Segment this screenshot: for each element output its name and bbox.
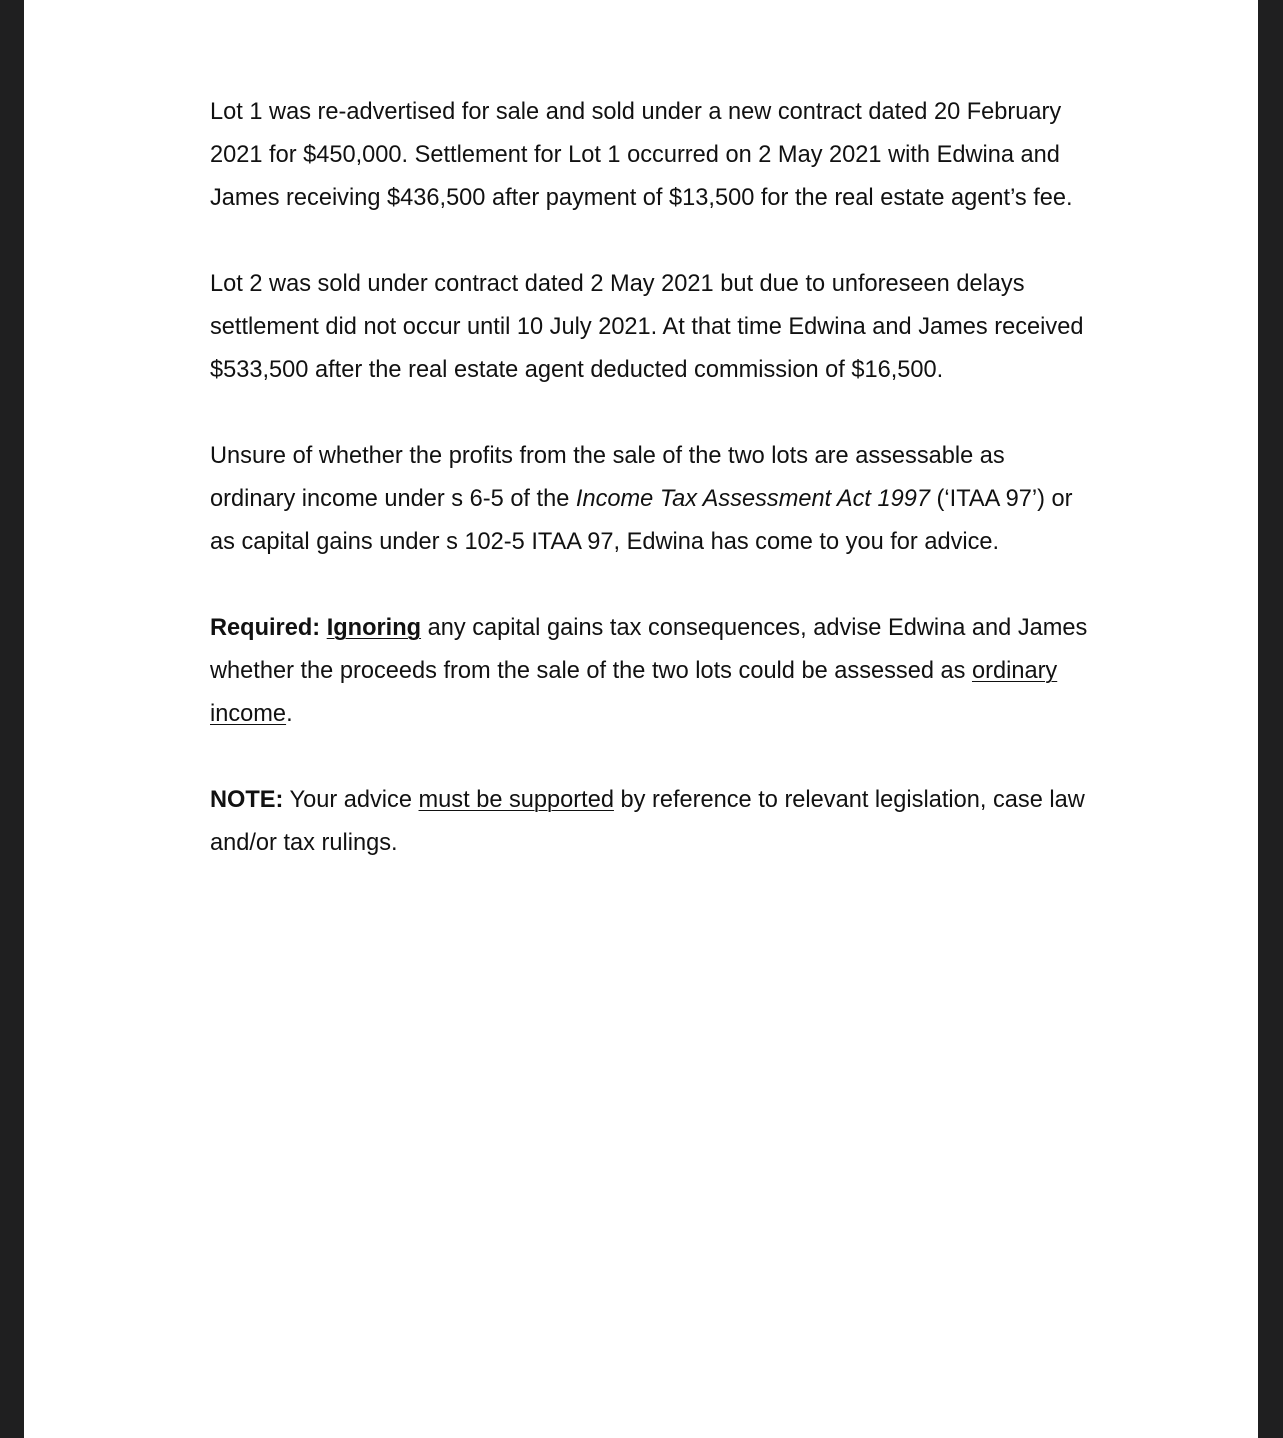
paragraph-text: Unsure of whether the profits from the sale of the two lots are assessable as ordinary income under s 6-5 of the — [210, 443, 1005, 512]
document-page — [24, 0, 1258, 1438]
paragraph-text: Your advice — [283, 787, 419, 813]
paragraph-required — [210, 607, 1090, 736]
paragraph-advice-request — [210, 435, 1090, 564]
must-be-supported-underlined: must be supported — [418, 787, 614, 813]
paragraph-text: Lot 2 was sold under contract dated 2 May 2021 but due to unforeseen delays settlement did not occur until 10 July 2021. At that time Edwina and James received $533,500 after the real estate agent deducted commission of $16,500. — [210, 271, 1084, 383]
paragraph-lot2-sale — [210, 263, 1090, 392]
paragraph-lot1-sale — [210, 91, 1090, 220]
paragraph-text: any capital gains tax consequences, advise Edwina and James whether the proceeds from the sale of the two lots could be assessed as — [210, 615, 1088, 684]
paragraph-text: (‘ITAA 97’) or as capital gains under s 102-5 ITAA 97, Edwina has come to you for advice. — [210, 486, 1073, 555]
paragraph-note — [210, 779, 1090, 865]
page-content — [210, 91, 1090, 865]
required-label: Required: — [210, 615, 321, 641]
note-label: NOTE: — [210, 787, 284, 813]
ordinary-income-underlined: ordinary income — [210, 658, 1058, 727]
act-title: Income Tax Assessment Act 1997 — [575, 486, 930, 512]
ignoring-emphasis: Ignoring — [326, 615, 422, 641]
viewer-right-gutter — [1258, 0, 1283, 1438]
paragraph-text: . — [286, 701, 293, 727]
paragraph-text: Lot 1 was re-advertised for sale and sold under a new contract dated 20 February 2021 for $450,000. Settlement for Lot 1 occurred on 2 May 2021 with Edwina and James receiving $436,500 after payment of $13,500 for the real estate agent’s fee. — [210, 99, 1073, 211]
paragraph-text: by reference to relevant legislation, case law and/or tax rulings. — [210, 787, 1085, 856]
